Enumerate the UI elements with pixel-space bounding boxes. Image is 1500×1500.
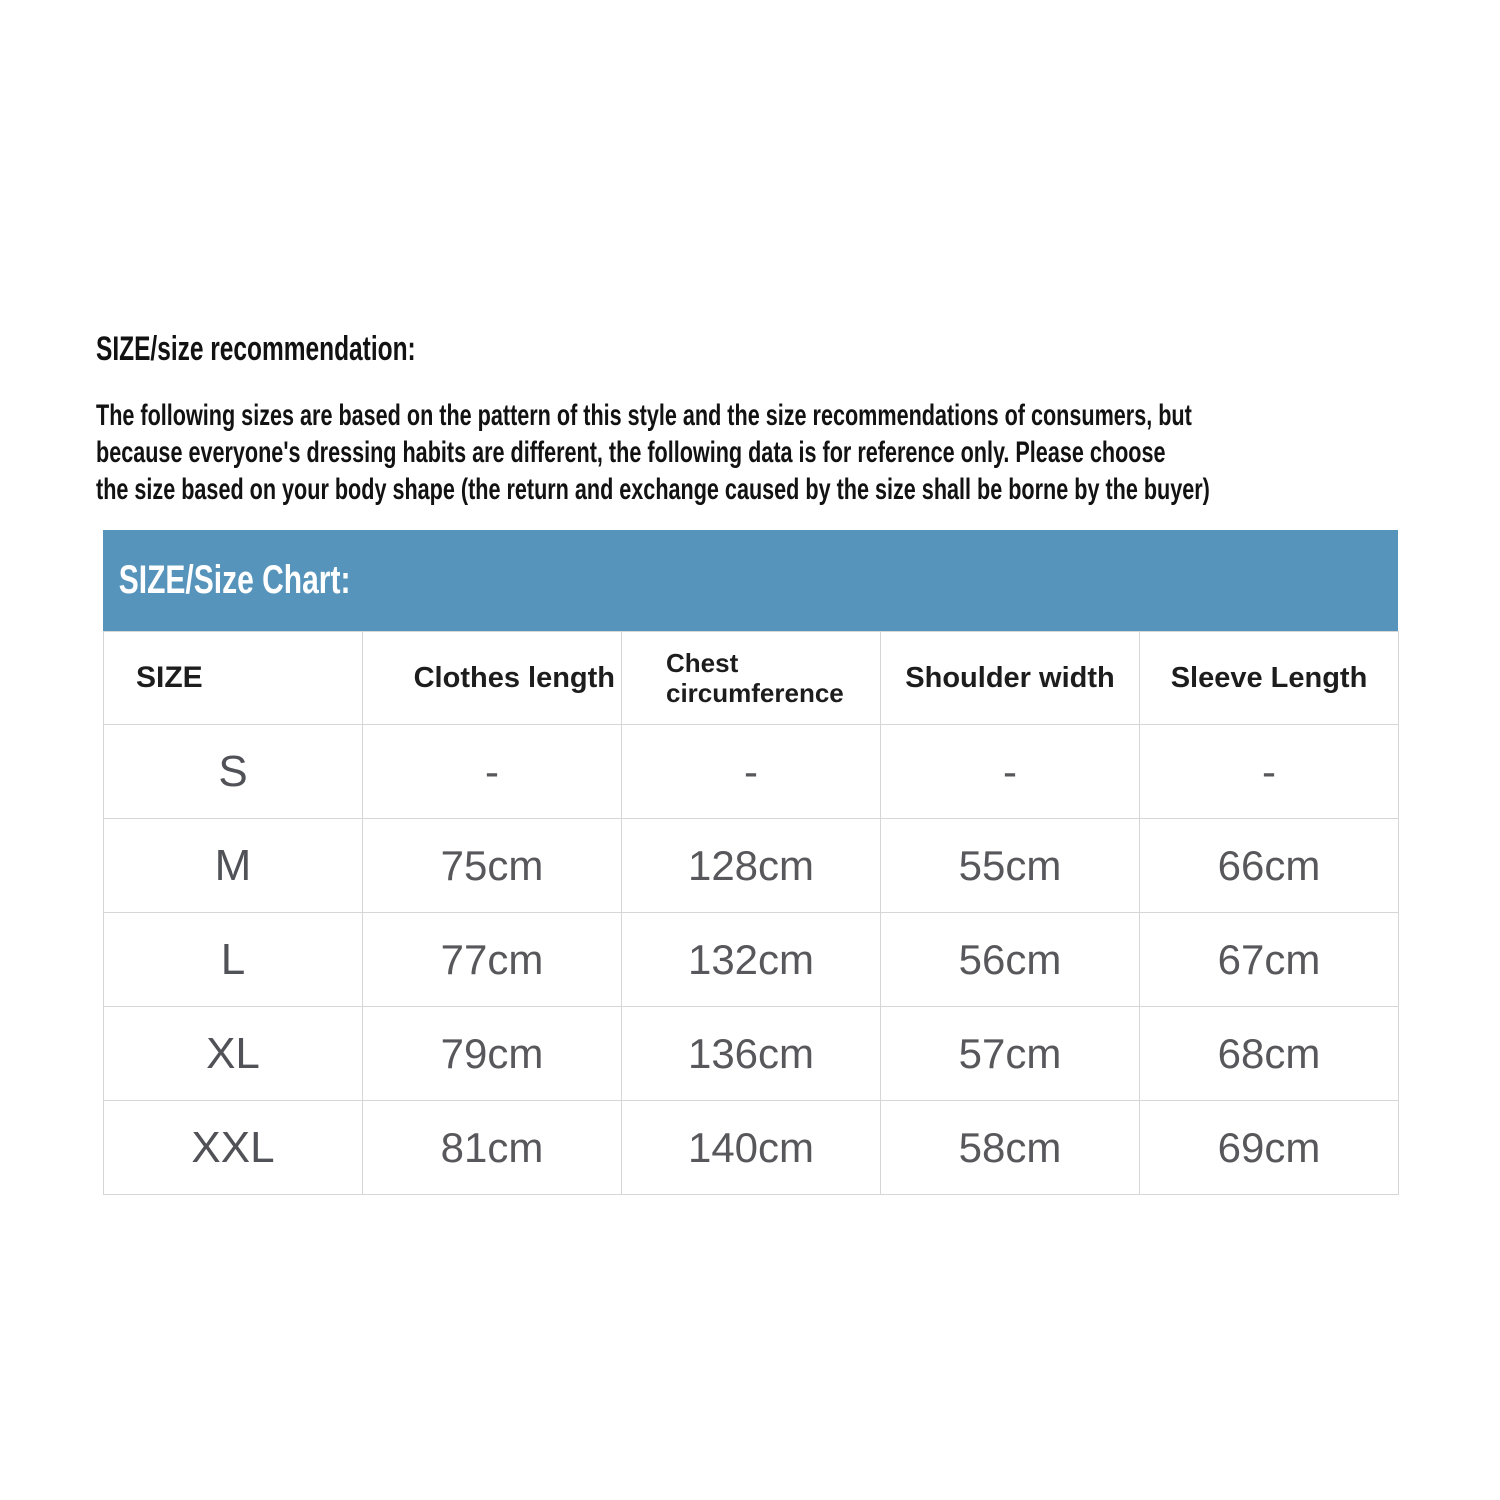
sleeve-length-cell: 69cm: [1140, 1101, 1399, 1195]
size-label: XL: [104, 1007, 363, 1101]
clothes-length-cell: 79cm: [363, 1007, 622, 1101]
clothes-length-cell: 75cm: [363, 819, 622, 913]
paragraph-line: The following sizes are based on the pattern of this style and the size recommendations of consumers, but: [96, 399, 1192, 432]
table-row: [104, 1007, 1399, 1101]
sleeve-length-cell: -: [1140, 725, 1399, 819]
header-sleeve-length: Sleeve Length: [1140, 632, 1399, 725]
chest-circumference-cell: 140cm: [622, 1101, 881, 1195]
size-label: XXL: [104, 1101, 363, 1195]
size-chart-table: [103, 631, 1399, 1195]
clothes-length-cell: 77cm: [363, 913, 622, 1007]
clothes-length-cell: -: [363, 725, 622, 819]
sleeve-length-cell: 66cm: [1140, 819, 1399, 913]
size-label: S: [104, 725, 363, 819]
shoulder-width-cell: -: [881, 725, 1140, 819]
size-chart-title: SIZE/Size Chart:: [118, 558, 351, 602]
header-clothes-length: Clothes length: [363, 632, 622, 725]
table-row: [104, 819, 1399, 913]
header-shoulder-width: Shoulder width: [881, 632, 1140, 725]
header-size: SIZE: [104, 632, 363, 725]
sleeve-length-cell: 67cm: [1140, 913, 1399, 1007]
paragraph-line: because everyone's dressing habits are different, the following data is for reference only. Please choose: [96, 436, 1166, 469]
shoulder-width-cell: 57cm: [881, 1007, 1140, 1101]
table-row: [104, 1101, 1399, 1195]
header-row: [104, 632, 1399, 725]
size-chart-banner: [103, 530, 1398, 631]
paragraph-line: the size based on your body shape (the return and exchange caused by the size shall be borne by the buyer): [96, 473, 1210, 506]
clothes-length-cell: 81cm: [363, 1101, 622, 1195]
shoulder-width-cell: 58cm: [881, 1101, 1140, 1195]
size-label: L: [104, 913, 363, 1007]
chest-circumference-cell: -: [622, 725, 881, 819]
shoulder-width-cell: 55cm: [881, 819, 1140, 913]
header-chest-circumference: Chest circumference: [622, 632, 881, 725]
size-recommendation-paragraph: [96, 397, 1210, 508]
chest-circumference-cell: 132cm: [622, 913, 881, 1007]
table-row: [104, 913, 1399, 1007]
size-label: M: [104, 819, 363, 913]
shoulder-width-cell: 56cm: [881, 913, 1140, 1007]
chest-circumference-cell: 136cm: [622, 1007, 881, 1101]
chest-circumference-cell: 128cm: [622, 819, 881, 913]
sleeve-length-cell: 68cm: [1140, 1007, 1399, 1101]
table-row: [104, 725, 1399, 819]
size-recommendation-heading: SIZE/size recommendation:: [96, 330, 416, 368]
